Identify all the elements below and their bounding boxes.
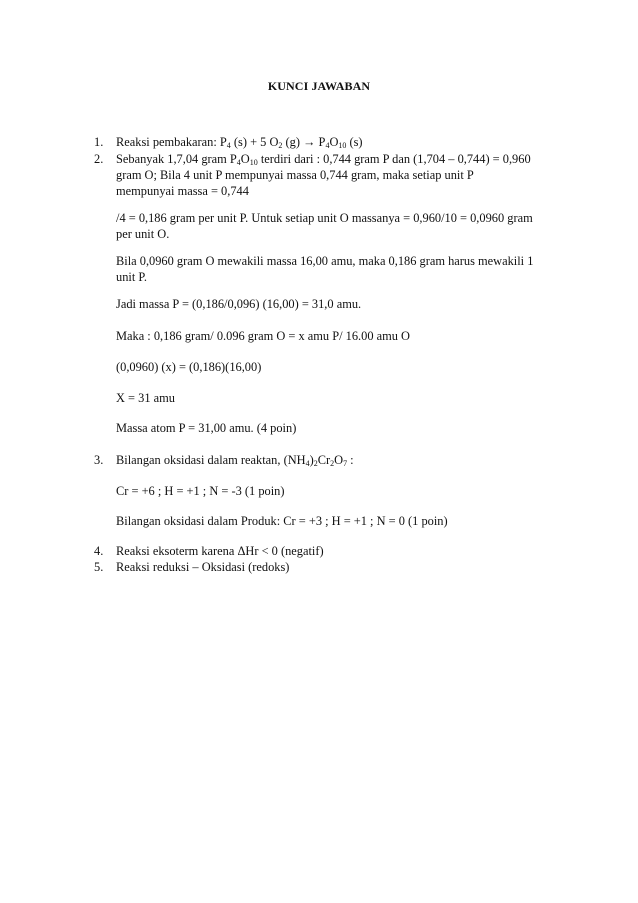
item-number-4: 4. <box>94 544 104 558</box>
item-1-text-b: (s) + 5 O <box>230 135 279 149</box>
item-3-text-a: Bilangan oksidasi dalam reaktan, (NH <box>116 453 306 467</box>
item-2-line-2: gram O; Bila 4 unit P mempunyai massa 0,744 gram, maka setiap unit P <box>116 168 474 182</box>
item-2-para-1-line-1: /4 = 0,186 gram per unit P. Untuk setiap unit O massanya = 0,960/10 = 0,0960 gram <box>116 211 533 225</box>
item-3-text-d: O <box>334 453 344 467</box>
item-3-text-c: Cr <box>317 453 331 467</box>
item-2-line-1 <box>116 152 531 167</box>
item-1-sub-a: 4 <box>226 141 231 150</box>
item-2-text-a: Sebanyak 1,7,04 gram P <box>116 152 237 166</box>
item-1-sub-c: 4 <box>325 141 330 150</box>
item-2-para-6: X = 31 amu <box>116 391 175 405</box>
item-2-sub-a: 4 <box>236 158 241 167</box>
item-3-para-1: Cr = +6 ; H = +1 ; N = -3 (1 poin) <box>116 484 285 498</box>
item-2-para-2-line-2: unit P. <box>116 270 147 284</box>
item-number-5: 5. <box>94 560 104 574</box>
item-2-para-5: (0,0960) (x) = (0,186)(16,00) <box>116 360 262 374</box>
item-2-para-3: Jadi massa P = (0,186/0,096) (16,00) = 31,0 amu. <box>116 297 362 311</box>
item-2-para-1-line-2: per unit O. <box>116 227 170 241</box>
item-number-1: 1. <box>94 135 104 149</box>
item-5-line: Reaksi reduksi – Oksidasi (redoks) <box>116 560 290 574</box>
item-3-sub-c: 2 <box>330 459 335 468</box>
item-2-line-3: mempunyai massa = 0,744 <box>116 184 249 198</box>
item-2-text-b: O <box>240 152 250 166</box>
item-2-text-c: terdiri dari : 0,744 gram P dan (1,704 – 0,744) = 0,960 <box>257 152 531 166</box>
item-1-line <box>116 135 363 150</box>
item-3-line <box>116 453 354 468</box>
item-3-text-e: : <box>347 453 354 467</box>
item-2-para-7: Massa atom P = 31,00 amu. (4 poin) <box>116 421 297 435</box>
page-title: KUNCI JAWABAN <box>267 79 371 93</box>
item-1-text-c: (g) → P <box>282 135 326 149</box>
item-1-text-a: Reaksi pembakaran: P <box>116 135 227 149</box>
item-3-sub-b: 2 <box>313 459 318 468</box>
item-number-2: 2. <box>94 152 104 166</box>
item-4-line: Reaksi eksoterm karena ΔHr < 0 (negatif) <box>116 544 324 558</box>
item-2-sub-b: 10 <box>249 158 258 167</box>
item-3-sub-a: 4 <box>305 459 310 468</box>
item-3-sub-d: 7 <box>343 459 348 468</box>
item-number-3: 3. <box>94 453 104 467</box>
item-3-para-2: Bilangan oksidasi dalam Produk: Cr = +3 ; H = +1 ; N = 0 (1 poin) <box>116 514 448 528</box>
item-1-sub-b: 2 <box>278 141 283 150</box>
item-2-para-2-line-1: Bila 0,0960 gram O mewakili massa 16,00 amu, maka 0,186 gram harus mewakili 1 <box>116 254 534 268</box>
item-2-para-4: Maka : 0,186 gram/ 0.096 gram O = x amu P/ 16.00 amu O <box>116 329 410 343</box>
item-1-text-e: (s) <box>346 135 363 149</box>
item-1-text-d: O <box>329 135 339 149</box>
item-3-text-b: ) <box>309 453 314 467</box>
item-1-sub-d: 10 <box>338 141 347 150</box>
